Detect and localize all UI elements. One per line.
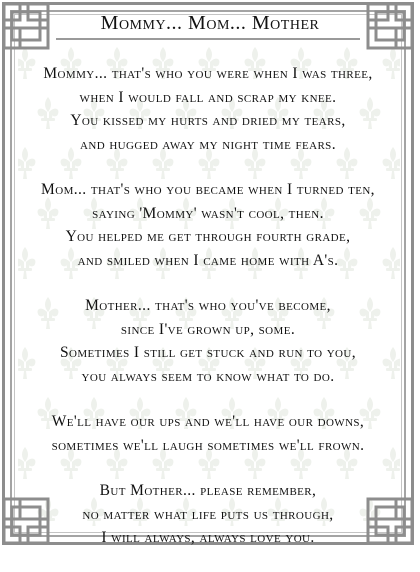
poem-stanza xyxy=(20,178,396,272)
poem-line: sometimes we'll laugh sometimes we'll frown. xyxy=(51,436,365,454)
poem-line: Mom... that's who you became when I turned ten, xyxy=(41,181,375,198)
poem-line: and smiled when I came home with A's. xyxy=(77,251,339,269)
poem-body xyxy=(20,62,396,572)
page-title: Mommy... Mom... Mother xyxy=(100,12,320,34)
poem-line: You kissed my hurts and dried my tears, xyxy=(70,112,346,129)
poem-stanza xyxy=(20,62,396,156)
poem-line: Sometimes I still get stuck and run to you, xyxy=(59,344,357,361)
poem-line: But Mother... please remember, xyxy=(99,482,317,499)
title-divider xyxy=(56,38,360,40)
poem-line: We'll have our ups and we'll have our downs, xyxy=(51,413,365,430)
poem-line: when I would fall and scrap my knee. xyxy=(79,88,337,106)
poem-line: Mommy... that's who you were when I was three, xyxy=(43,65,373,82)
poem-line: You helped me get through fourth grade, xyxy=(65,228,351,245)
poem-stanza xyxy=(20,294,396,388)
poem-line: Mother... that's who you've become, xyxy=(85,297,331,314)
poem-line: since I've grown up, some. xyxy=(120,320,296,338)
poem-line: and hugged away my night time fears. xyxy=(80,135,336,153)
poem-stanza xyxy=(20,479,396,550)
poem-line: you always seem to know what to do. xyxy=(81,367,335,385)
poem-line: I will always, always love you. xyxy=(101,529,315,546)
poem-line: no matter what life puts us through, xyxy=(82,505,334,523)
poem-stanza xyxy=(20,410,396,457)
poem-line: saying 'Mommy' wasn't cool, then. xyxy=(92,204,324,222)
